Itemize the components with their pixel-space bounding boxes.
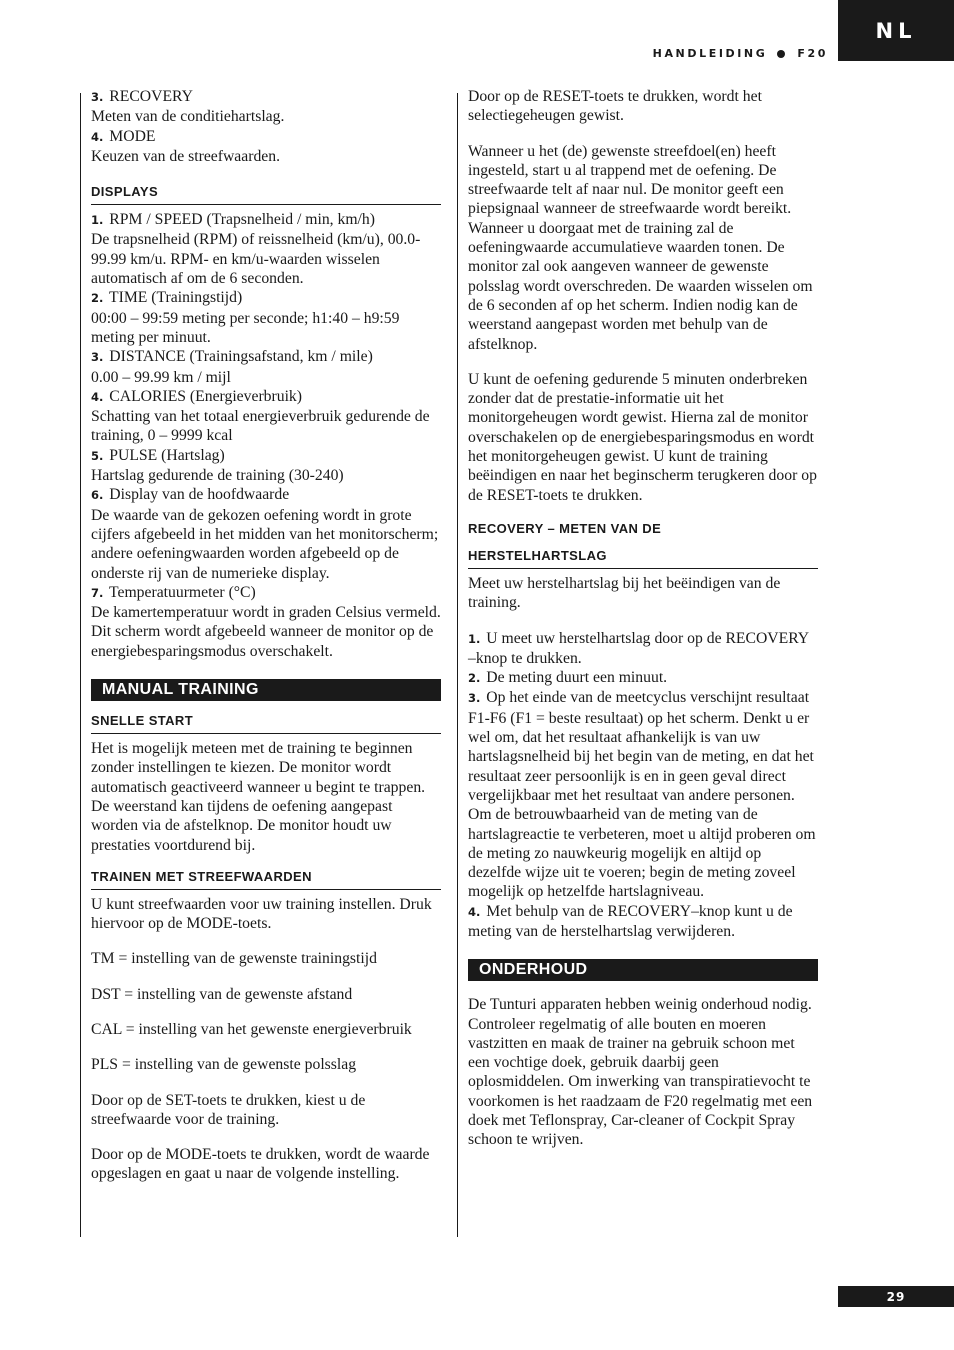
- center-column-rule: [457, 93, 458, 1237]
- language-code: NL: [875, 18, 917, 43]
- display-item-5: [91, 446, 441, 466]
- item-number: 1.: [91, 213, 104, 228]
- streefwaarden-intro: U kunt streefwaarden voor uw training instellen. Druk hiervoor op de MODE-toets.: [91, 895, 432, 933]
- snelle-start-heading: SNELLE START: [91, 709, 441, 734]
- item-text: 00:00 – 99:59 meting per seconde; h1:40 – h9:59 meting per minuut.: [91, 309, 400, 346]
- bullet-dot-icon: [777, 50, 785, 58]
- item-number: 3.: [91, 90, 104, 104]
- manual-training-heading: MANUAL TRAINING: [91, 679, 441, 701]
- streefwaarden-set: Door op de SET-toets te drukken, kiest u de streefwaarde voor de training.: [91, 1091, 366, 1128]
- running-head: [653, 47, 828, 60]
- item-text: Met behulp van de RECOVERY–knop kunt u de meting van de herstelhartslag verwijderen.: [468, 902, 793, 940]
- item-number: 4.: [91, 389, 104, 404]
- item-number: 3.: [468, 691, 481, 706]
- item-number: 1.: [468, 631, 481, 646]
- item-title: Temperatuurmeter (°C): [109, 583, 256, 601]
- item-text: De waarde van de gekozen oefening wordt in grote cijfers afgebeeld in het midden van het monitorscherm; andere oefeningwaarden worden afgebeeld op de onderste rij van de numerieke display.: [91, 506, 439, 582]
- streefwaarden-cal: CAL = instelling van het gewenste energieverbruik: [91, 1020, 412, 1038]
- item-title: TIME (Trainingstijd): [109, 289, 243, 307]
- item-text: U meet uw herstelhartslag door op de RECOVERY –knop te drukken.: [468, 629, 809, 667]
- item-title: RPM / SPEED (Trapsnelheid / min, km/h): [109, 211, 375, 229]
- item-title: Display van de hoofdwaarde: [109, 486, 290, 504]
- item-text: Meten van de conditiehartslag.: [91, 108, 285, 126]
- language-tab: [838, 0, 954, 61]
- item-number: 4.: [468, 904, 481, 919]
- left-column-rule: [80, 93, 81, 1237]
- item-text: Keuzen van de streefwaarden.: [91, 147, 281, 165]
- recovery-step-4: [468, 902, 818, 942]
- display-item-2: [91, 288, 441, 308]
- item-text: De meting duurt een minuut.: [486, 669, 668, 687]
- page-number-bar: [838, 1286, 954, 1307]
- onderhoud-text: De Tunturi apparaten hebben weinig onderhoud nodig. Controleer regelmatig of alle bouten en moeren vastzitten en maak de trainer na gebruik schoon met een vochtige doek, gebruik daarbij geen oplosmiddelen. Om inwerking van transpiratievocht te voorkomen is het raadzaam de F20 regelmatig met een doek met Teflonspray, Car-cleaner of Cockpit Spray schoon te wrijven.: [468, 996, 813, 1149]
- recovery-step-2: [468, 668, 818, 688]
- recovery-heading-line-1: RECOVERY – METEN VAN DE: [468, 520, 662, 536]
- streefwaarden-dst: DST = instelling van de gewenste afstand: [91, 985, 353, 1003]
- recovery-step-1: [468, 629, 818, 669]
- running-head-model: F20: [797, 47, 828, 60]
- item-text: Hartslag gedurende de training (30-240): [91, 467, 344, 485]
- running-head-title: HANDLEIDING: [652, 47, 768, 60]
- item-title: RECOVERY: [109, 88, 193, 105]
- item-number: 2.: [468, 671, 481, 686]
- item-number: 2.: [91, 291, 104, 306]
- streefwaarden-mode: Door op de MODE-toets te drukken, wordt de waarde opgeslagen en gaat u naar de volgende instelling.: [91, 1146, 430, 1183]
- item-text: Schatting van het totaal energieverbruik gedurende de training, 0 – 9999 kcal: [91, 408, 430, 445]
- recovery-intro: Meet uw herstelhartslag bij het beëindigen van de training.: [468, 574, 781, 612]
- item-title: DISTANCE (Trainingsafstand, km / mile): [109, 348, 373, 366]
- item-title: MODE: [109, 127, 156, 145]
- display-item-7: [91, 583, 441, 603]
- onderhoud-heading: ONDERHOUD: [468, 959, 818, 981]
- reset-text: Door op de RESET-toets te drukken, wordt het selectiegeheugen gewist.: [468, 88, 762, 125]
- display-item-1: [91, 210, 441, 230]
- item-number: 7.: [91, 585, 104, 600]
- item-text: De trapsnelheid (RPM) of reissnelheid (km/u), 00.0-99.99 km/u. RPM- en km/u-waarden wisselen automatisch af om de 6 seconden.: [91, 231, 421, 288]
- item-text: 0.00 – 99.99 km / mijl: [91, 368, 231, 386]
- display-item-6: [91, 485, 441, 505]
- streefwaarden-heading: TRAINEN MET STREEFWAARDEN: [91, 865, 441, 890]
- item-number: 5.: [91, 448, 104, 463]
- display-item-3: [91, 347, 441, 367]
- onderbreken-text: U kunt de oefening gedurende 5 minuten onderbreken zonder dat de prestatie-informatie uit het monitorgeheugen wordt gewist. Hierna zal de monitor overschakelen op de energiebesparingsmodus en wordt het monitorgeheugen gewist. U kunt de training beëindigen en naar het beginscherm terugkeren door op de RESET-toets te drukken.: [468, 370, 817, 504]
- item-mode: [91, 127, 441, 147]
- item-title: CALORIES (Energieverbruik): [109, 387, 303, 405]
- item-text: De kamertemperatuur wordt in graden Celsius vermeld. Dit scherm wordt afgebeeld wanneer de monitor op de energiebesparingsmodus overschakelt.: [91, 604, 441, 660]
- item-number: 4.: [91, 129, 104, 144]
- item-recovery: [91, 87, 441, 107]
- right-column: [468, 87, 818, 1150]
- left-column: [91, 87, 441, 1184]
- streefwaarden-tm: TM = instelling van de gewenste trainingstijd: [91, 950, 377, 968]
- item-number: 6.: [91, 488, 104, 503]
- displays-heading: DISPLAYS: [91, 180, 441, 205]
- item-title: PULSE (Hartslag): [109, 446, 225, 464]
- display-item-4: [91, 387, 441, 407]
- streefwaarden-pls: PLS = instelling van de gewenste polsslag: [91, 1056, 357, 1074]
- item-text: Op het einde van de meetcyclus verschijnt resultaat F1-F6 (F1 = beste resultaat) op het scherm. Denkt u er wel om, dat het resultaat afhankelijk is van uw hartslagsnelheid bij het begin van de meting, en dat het resultaat zeer persoonlijk is en in geen geval direct vergelijkbaar met het resultaat van andere personen. Om de betrouwbaarheid van de meting van de hartslagreactie te verbeteren, moet u altijd proberen om de meting zo nauwkeurig mogelijk en altijd op dezelfde wijze uit te voeren; begin de meting zoveel mogelijk op hetzelfde hartslagniveau.: [468, 689, 816, 901]
- recovery-step-3: [468, 688, 818, 901]
- snelle-start-text: Het is mogelijk meteen met de training te beginnen zonder instellingen te kiezen. De monitor wordt automatisch geactiveerd wanneer u begint te trappen. De weerstand kan tijdens de oefening aangepast worden via de afstelknop. De monitor houdt uw prestaties voortdurend bij.: [91, 740, 426, 854]
- item-number: 3.: [91, 350, 104, 365]
- page-number: 29: [886, 1289, 906, 1304]
- recovery-heading-line-2: HERSTELHARTSLAG: [468, 538, 818, 569]
- streefdoel-text: Wanneer u het (de) gewenste streefdoel(en) heeft ingesteld, start u al trappend met de oefening. De streefwaarde telt af naar nul. De monitor geeft een piepsignaal wanneer de streefwaarde wordt bereikt. Wanneer u doorgaat met de training zal de oefeningwaarde accumulatieve waarden tonen. De monitor zal ook aangeven wanneer de gewenste polsslag wordt overschreden. De waarden wisselen om de 6 seconden af op het scherm. Indien nodig kan de weerstand aangepast worden met behulp van de afstelknop.: [468, 142, 813, 353]
